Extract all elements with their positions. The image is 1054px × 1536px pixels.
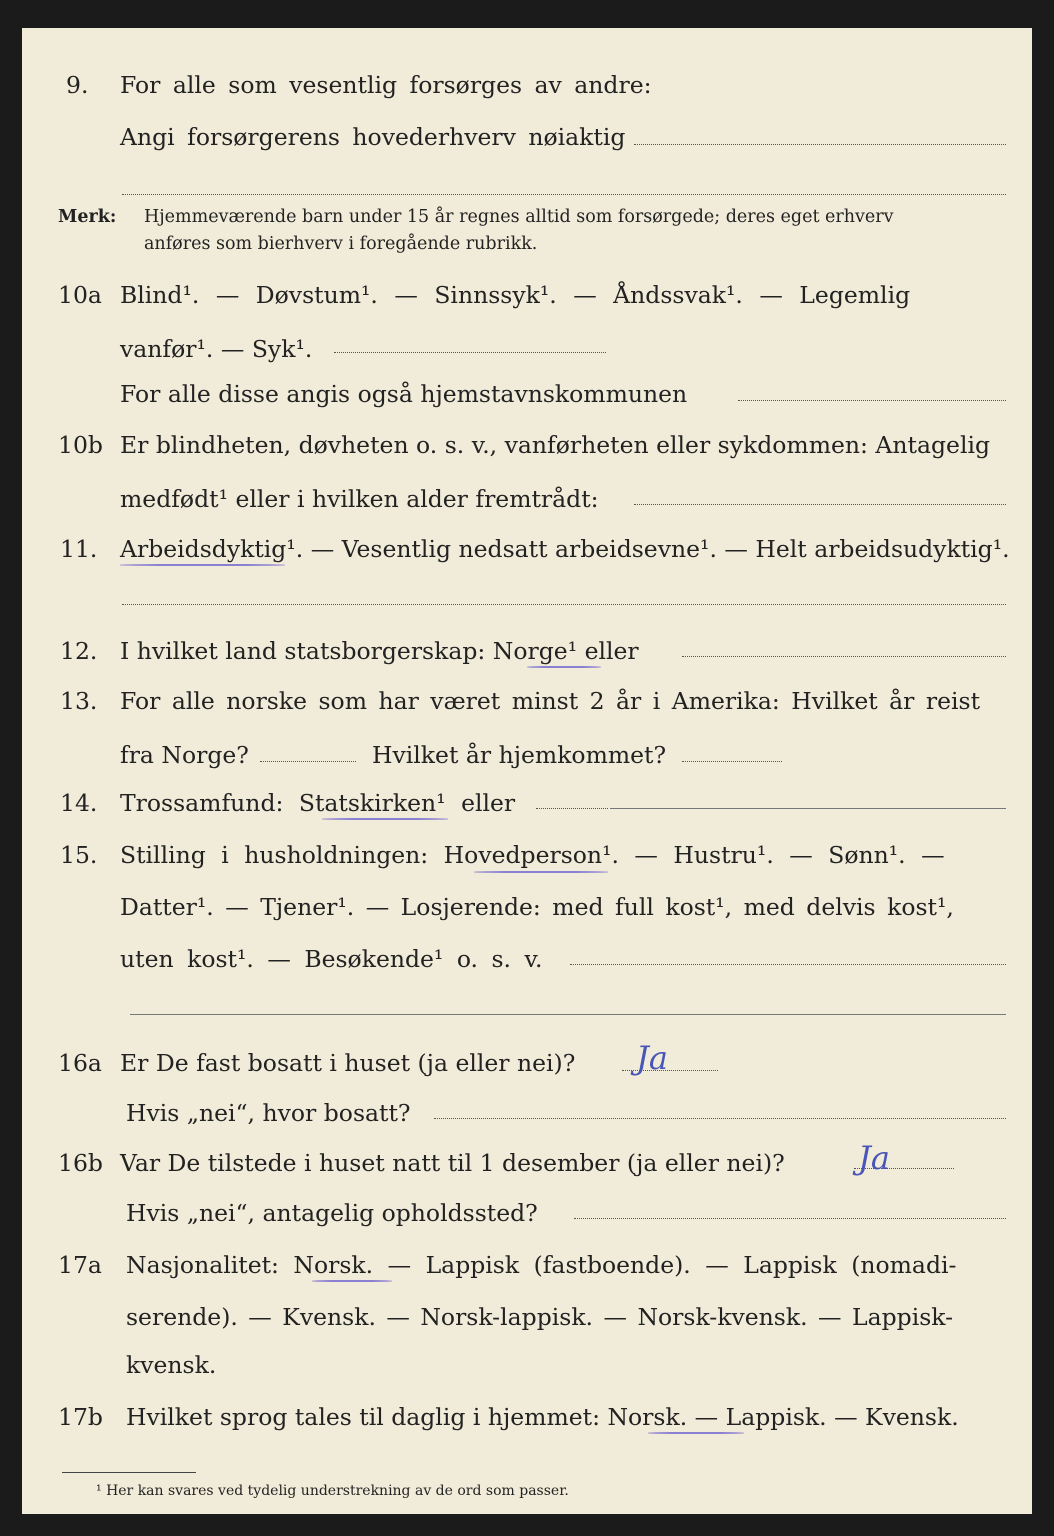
q14-answer-dots (536, 808, 608, 809)
q11-answer-dots (122, 604, 1006, 605)
q15-number: 15. (60, 841, 98, 869)
q14-number: 14. (60, 789, 98, 817)
q15-line2: Datter¹. — Tjener¹. — Losjerende: med full kost¹, med delvis kost¹, (120, 893, 954, 921)
q17b-handwritten-underline (648, 1432, 744, 1434)
q16b-number: 16b (58, 1149, 103, 1177)
q16a-handwritten-answer: Ja (636, 1039, 668, 1077)
q16a-line1: Er De fast bosatt i huset (ja eller nei)? (120, 1049, 576, 1077)
q10b-answer-dots (634, 504, 1006, 505)
q16b-line2: Hvis „nei“, antagelig opholdssted? (126, 1199, 538, 1227)
q15-line1: Stilling i husholdningen: Hovedperson¹. — Hustru¹. — Sønn¹. — (120, 841, 945, 869)
q14-answer-line (610, 808, 1006, 809)
q9-line1: For alle som vesentlig forsørges av andre: (120, 71, 652, 99)
q15-answer-dots (570, 964, 1006, 965)
q11-number: 11. (60, 535, 98, 563)
q15-line3: uten kost¹. — Besøkende¹ o. s. v. (120, 945, 543, 973)
q10a-line1: Blind¹. — Døvstum¹. — Sinnssyk¹. — Åndssvak¹. — Legemlig (120, 281, 911, 309)
q11-handwritten-underline (120, 564, 285, 566)
q14-handwritten-underline (322, 818, 448, 820)
q9-number: 9. (66, 71, 89, 99)
q16a-bosatt-dots (434, 1118, 1006, 1119)
q17a-line3: kvensk. (126, 1351, 217, 1379)
q9-answer-dots (634, 144, 1006, 145)
q11-line1: Arbeidsdyktig¹. — Vesentlig nedsatt arbeidsevne¹. — Helt arbeidsudyktig¹. (120, 535, 1010, 563)
census-form-page (22, 28, 1032, 1514)
q13-line2a: fra Norge? (120, 741, 249, 769)
footnote-rule (62, 1472, 196, 1473)
q16a-answer-dots (622, 1070, 718, 1071)
q10a-answer-dots (334, 352, 606, 353)
q10b-line2: medfødt¹ eller i hvilken alder fremtrådt: (120, 485, 599, 513)
q13-line1: For alle norske som har været minst 2 år i Amerika: Hvilket år reist (120, 687, 981, 715)
q10a-line2: vanfør¹. — Syk¹. (120, 335, 313, 363)
q16b-opholdssted-dots (574, 1218, 1006, 1219)
q13-line2b: Hvilket år hjemkommet? (372, 741, 667, 769)
q10b-line1: Er blindheten, døvheten o. s. v., vanførheten eller sykdommen: Antagelig (120, 431, 991, 459)
q12-answer-dots (682, 656, 1006, 657)
q17a-line1: Nasjonalitet: Norsk. — Lappisk (fastboende). — Lappisk (nomadi- (126, 1251, 957, 1279)
q17b-number: 17b (58, 1403, 103, 1431)
q17a-number: 17a (58, 1251, 102, 1279)
merk-label: Merk: (58, 207, 117, 227)
q12-handwritten-underline (527, 666, 601, 668)
q17b-line1: Hvilket sprog tales til daglig i hjemmet: Norsk. — Lappisk. — Kvensk. (126, 1403, 959, 1431)
q10a-line3: For alle disse angis også hjemstavnskommunen (120, 380, 688, 408)
q10a-kommune-dots (738, 400, 1006, 401)
q9-line2: Angi forsørgerens hovederhverv nøiaktig (120, 123, 626, 151)
q10b-number: 10b (58, 431, 103, 459)
footnote-text: ¹ Her kan svares ved tydelig understrekning av de ord som passer. (96, 1483, 569, 1499)
q10a-number: 10a (58, 281, 102, 309)
q14-line1: Trossamfund: Statskirken¹ eller (120, 789, 516, 817)
q16b-answer-dots (854, 1168, 954, 1169)
q17a-line2: serende). — Kvensk. — Norsk-lappisk. — Norsk-kvensk. — Lappisk- (126, 1303, 954, 1331)
q15-handwritten-underline (474, 871, 608, 873)
q15-answer-line (130, 1014, 1006, 1015)
q13-reist-dots (260, 761, 356, 762)
q13-hjemkommet-dots (682, 761, 782, 762)
merk-line1: Hjemmeværende barn under 15 år regnes alltid som forsørgede; deres eget erhverv (144, 207, 894, 227)
q16a-number: 16a (58, 1049, 102, 1077)
q16b-handwritten-answer: Ja (858, 1139, 890, 1177)
q12-line1: I hvilket land statsborgerskap: Norge¹ eller (120, 637, 639, 665)
q17a-handwritten-underline (312, 1280, 392, 1282)
q13-number: 13. (60, 687, 98, 715)
q16a-line2: Hvis „nei“, hvor bosatt? (126, 1099, 411, 1127)
merk-line2: anføres som bierhverv i foregående rubrikk. (144, 234, 538, 254)
q16b-line1: Var De tilstede i huset natt til 1 desember (ja eller nei)? (120, 1149, 785, 1177)
q12-number: 12. (60, 637, 98, 665)
q9-answer-dots-2 (122, 194, 1006, 195)
